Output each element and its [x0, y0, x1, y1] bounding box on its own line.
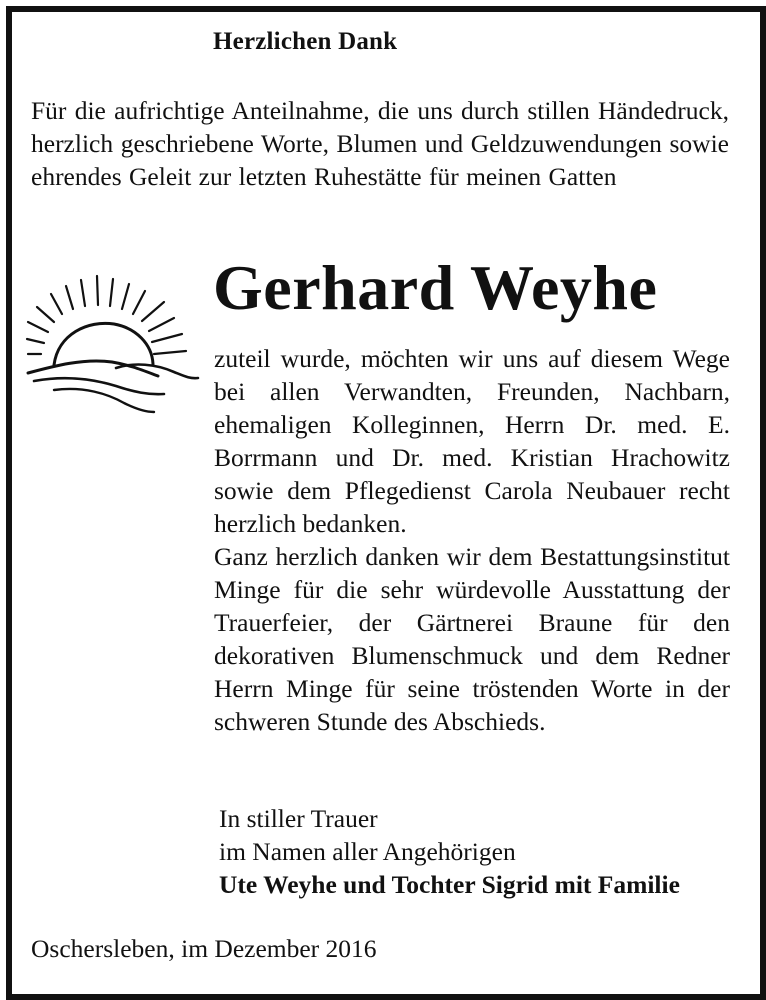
thanks-body — [214, 342, 730, 738]
closing-block — [219, 802, 680, 901]
notice-heading: Herzlichen Dank — [213, 28, 398, 55]
intro-paragraph: Für die aufrichtige Anteilnahme, die uns durch stillen Händedruck, herzlich geschriebene Worte, Blumen und Geldzuwendungen sowie ehrendes Geleit zur letzten Ruhestätte für meinen Gatten — [31, 96, 729, 191]
family-signature: Ute Weyhe und Tochter Sigrid mit Familie — [219, 870, 680, 899]
thanks-paragraph-2: Ganz herzlich danken wir dem Bestattungsinstitut Minge für die sehr würdevolle Ausstattung der Trauerfeier, der Gärtnerei Braune für den dekorativen Blumenschmuck und dem Redner Herrn Minge für seine tröstenden Worte in der schweren Stunde des Abschieds. — [214, 542, 730, 736]
thanks-paragraph-1: zuteil wurde, möchten wir uns auf diesem Wege bei allen Verwandten, Freunden, Nachbarn, ehemaligen Kolleginnen, Herrn Dr. med. E. Borrmann und Dr. med. Kristian Hrachowitz sowie dem Pflegedienst Carola Neubauer recht herzlich bedanken. — [214, 344, 730, 538]
closing-line-2: im Namen aller Angehörigen — [219, 837, 516, 866]
deceased-name: Gerhard Weyhe — [213, 252, 658, 323]
closing-line-1: In stiller Trauer — [219, 804, 378, 833]
sunset-over-hills-icon — [24, 272, 200, 422]
place-and-date: Oschersleben, im Dezember 2016 — [31, 934, 377, 963]
